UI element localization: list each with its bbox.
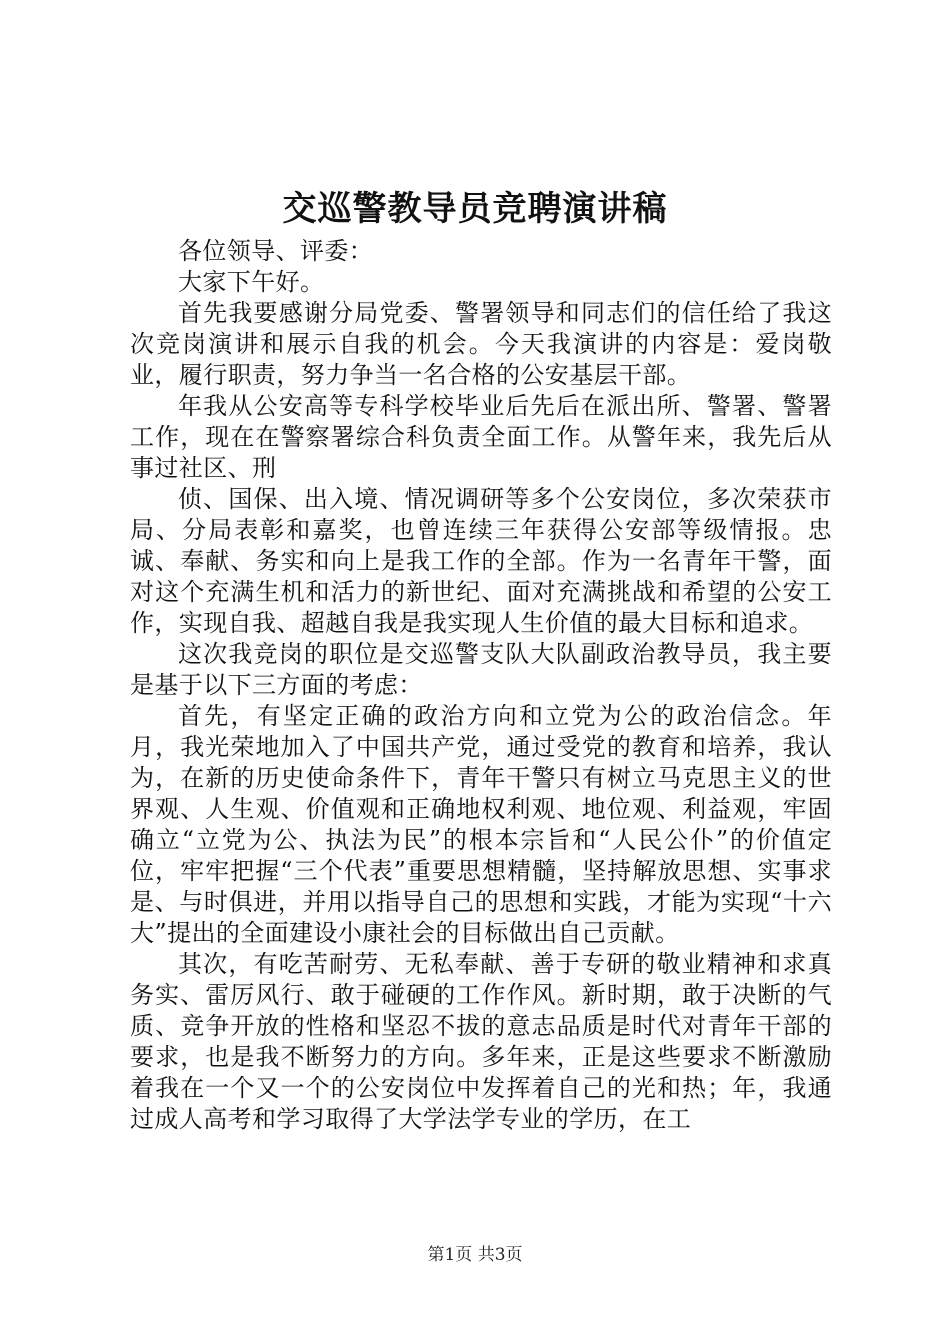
document-title: 交巡警教导员竞聘演讲稿	[282, 189, 668, 229]
paragraph-greeting: 大家下午好。	[178, 268, 325, 296]
paragraph-salutation: 各位领导、评委：	[178, 237, 374, 265]
paragraph-position: 这次我竞岗的职位是交巡警支队大队副政治教导员，我主要是基于以下三方面的考虑：	[130, 640, 832, 699]
paragraph-experience: 侦、国保、出入境、情况调研等多个公安岗位，多次荣获市局、分局表彰和嘉奖，也曾连续三年获得公安部等级情报。忠诚、奉献、务实和向上是我工作的全部。作为一名青年干警，面对这个充满生机和活力的新世纪、面对充满挑战和希望的公安工作，实现自我、超越自我是我实现人生价值的最大目标和追求。	[130, 485, 832, 637]
paragraph-second-reason: 其次，有吃苦耐劳、无私奉献、善于专研的敬业精神和求真务实、雷厉风行、敢于碰硬的工作作风。新时期，敢于决断的气质、竞争开放的性格和坚忍不拔的意志品质是时代对青年干部的要求，也是我不断努力的方向。多年来，正是这些要求不断激励着我在一个又一个的公安岗位中发挥着自己的光和热；年，我通过成人高考和学习取得了大学法学专业的学历，在工	[130, 950, 832, 1133]
paragraph-background: 年我从公安高等专科学校毕业后先后在派出所、警署、警署工作，现在在警察署综合科负责全面工作。从警年来，我先后从事过社区、刑	[130, 392, 832, 482]
document-body	[130, 236, 832, 1135]
paragraph-first-reason: 首先，有坚定正确的政治方向和立党为公的政治信念。年月，我光荣地加入了中国共产党，通过受党的教育和培养，我认为，在新的历史使命条件下，青年干警只有树立马克思主义的世界观、人生观、价值观和正确地权利观、地位观、利益观，牢固确立“立党为公、执法为民”的根本宗旨和“人民公仆”的价值定位，牢牢把握“三个代表”重要思想精髓，坚持解放思想、实事求是、与时俱进，并用以指导自己的思想和实践，才能为实现“十六大”提出的全面建设小康社会的目标做出自己贡献。	[130, 702, 832, 947]
paragraph-thanks: 首先我要感谢分局党委、警署领导和同志们的信任给了我这次竞岗演讲和展示自我的机会。今天我演讲的内容是：爱岗敬业，履行职责，努力争当一名合格的公安基层干部。	[130, 299, 832, 389]
page-footer: 第1页 共3页	[427, 1245, 523, 1265]
